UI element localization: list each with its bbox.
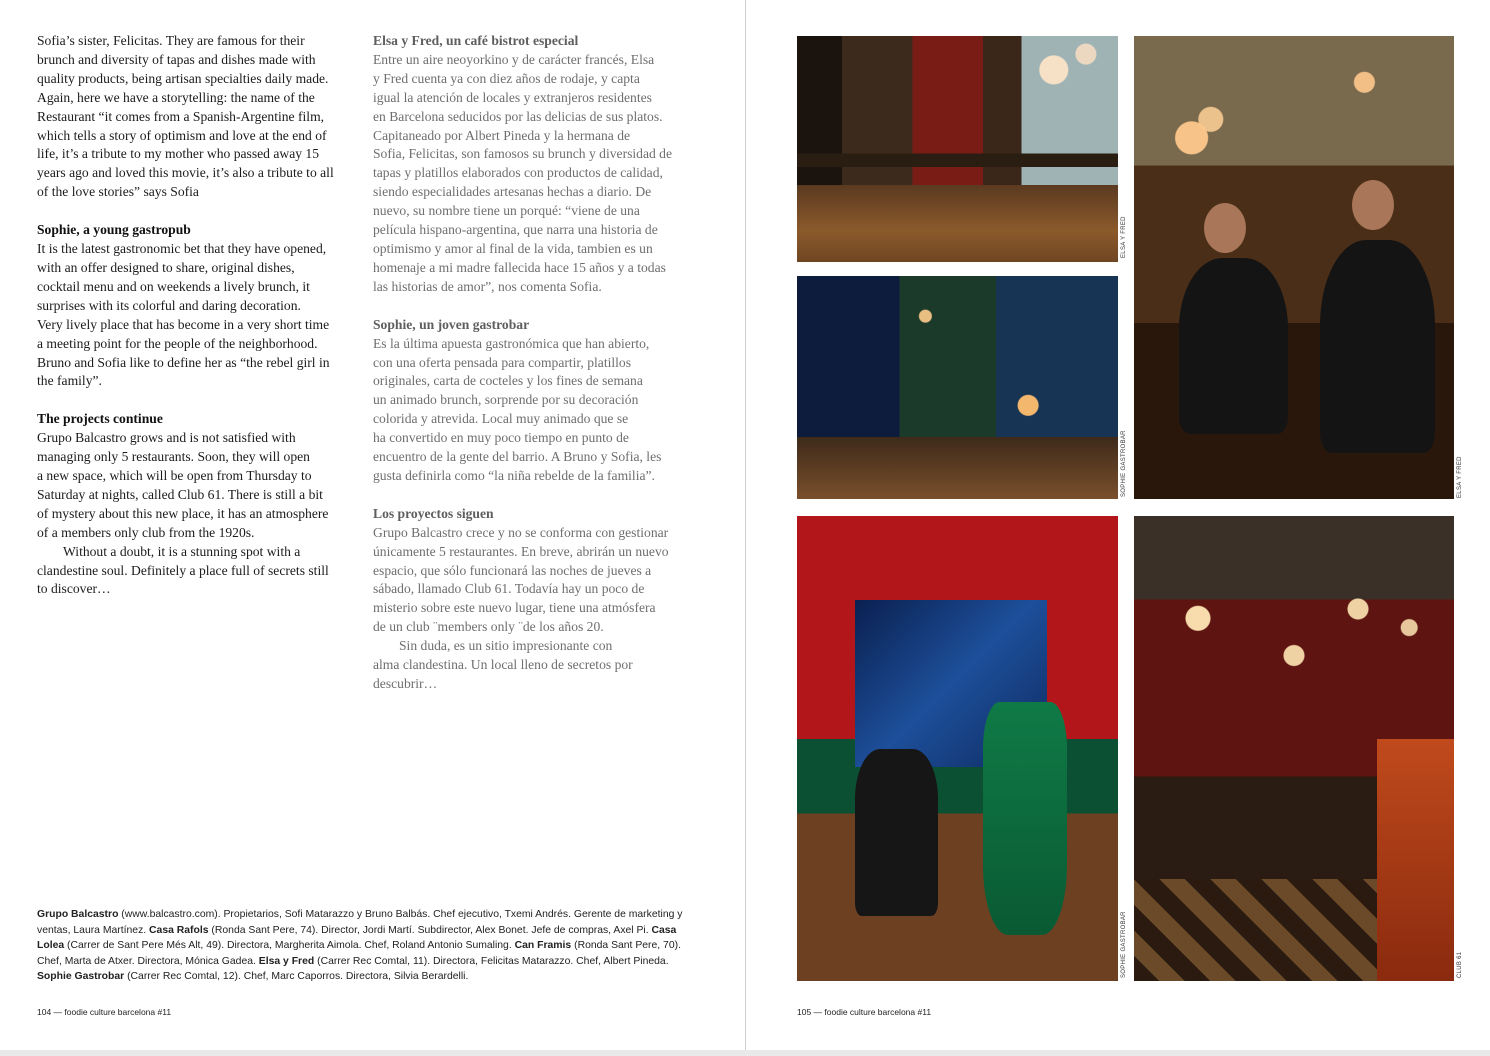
credit-text: (Ronda Sant Pere, 70). Chef, Marta de Atxer. Directora, Mónica Gadea. [37, 940, 681, 967]
sophie-paragraph-es: Es la última apuesta gastronómica que han abierto, con una oferta pensada para compartir, platillos originales, carta de cocteles y los fines de semana un animado brunch, sorprende por su decoración colorida y atrevida. Local muy animado que se ha convertido en muy poco tiempo en punto de encuentro de la gente del barrio. A Bruno y Sofia, les gusta definirla como “la niña rebelde de la familia”. [373, 335, 662, 483]
sophie-heading-en: Sophie, a young gastropub [37, 222, 191, 238]
projects-heading-en: The projects continue [37, 411, 163, 427]
chef-silhouette [855, 749, 938, 916]
person-head [1204, 203, 1246, 253]
person-silhouette [1179, 258, 1288, 434]
projects-paragraph-en: Grupo Balcastro grows and is not satisfied with managing only 5 restaurants. Soon, they will open a new space, which will be open from Thursday to Saturday at nights, called Club 61. There is still a bit of mystery about this new place, it has an atmosphere of a members only club from the 1920s. [37, 430, 329, 540]
photo-caption: ELSA Y FRED [1457, 456, 1463, 498]
projects-paragraph-es: Grupo Balcastro crece y no se conforma con gestionar únicamente 5 restaurantes. En breve, abrirán un nuevo espacio, que sólo funcionará las noches de jueves a sábado, llamado Club 61. Todavía hay un poco de misterio sobre este nuevo lugar, tiene una atmósfera de un club ¨members only ¨de los años 20. [373, 524, 669, 635]
person-head [1352, 180, 1394, 230]
credit-text: (www.balcastro.com). Propietarios, Sofi Matarazzo y Bruno Balbás. Chef ejecutivo, Txemi Andrés. Gerente de marketing y ventas, Laura Martínez. [37, 909, 683, 936]
sophie-gastrobar-interior-photo [797, 276, 1118, 499]
elsa-heading-es: Elsa y Fred, un café bistrot especial [373, 33, 579, 48]
closing-paragraph-es: Sin duda, es un sitio impresionante con alma clandestina. Un local lleno de secretos por descubrir… [373, 638, 633, 691]
credit-text: (Carrer Rec Comtal, 11). Directora, Felicitas Matarazzo. Chef, Albert Pineda. [314, 955, 669, 967]
person-silhouette [1320, 240, 1435, 453]
credit-text: (Ronda Sant Pere, 74). Director, Jordi Martí. Subdirector, Alex Bonet. Jefe de compras, Axel Pi. [208, 924, 652, 936]
sophie-gastrobar-people-photo [797, 516, 1118, 981]
sophie-paragraph-en: It is the latest gastronomic bet that they have opened, with an offer designed to share, original dishes, cocktail menu and on weekends a lively brunch, it surprises with its colorful and daring decoration. Very lively place that has become in a very short time a meeting point for the people of the neighborhood. Bruno and Sofia like to define her as “the rebel girl in the family”. [37, 241, 330, 389]
photo-caption: CLUB 61 [1457, 951, 1463, 978]
credit-text: (Carrer de Sant Pere Més Alt, 49). Directora, Margherita Aimola. Chef, Roland Antonio Sumaling. [64, 940, 515, 952]
credit-name: Grupo Balcastro [37, 909, 119, 920]
elsa-paragraph-es: Entre un aire neoyorkino y de carácter francés, Elsa y Fred cuenta ya con diez años de rodaje, y capta igual la atención de locales y extranjeros residentes en Barcelona seducidos por las delicias de sus platos. Capitaneado por Albert Pineda y la hermana de Sofia, Felicitas, son famosos su brunch y diversidad de tapas y platillos elaborados con productos de calidad, siendo especialidades artesanas hechas a diario. De nuevo, su nombre tiene un porqué: “viene de una película hispano-argentina, que narra una historia de optimismo y amor al final de la vida, tambien es un homenaje a mi madre fallecida hace 15 años y a todas las historias de amor”, nos comenta Sofia. [373, 51, 673, 294]
sophie-heading-es: Sophie, un joven gastrobar [373, 316, 530, 332]
credit-name: Can Framis [514, 940, 572, 952]
club-61-photo [1134, 516, 1454, 981]
spread-bottom-edge [0, 1050, 1490, 1056]
photo-caption: SOPHIE GASTROBAR [1121, 430, 1127, 497]
closing-paragraph-en: Without a doubt, it is a stunning spot with a clandestine soul. Definitely a place full of secrets still to discover… [37, 543, 329, 597]
credit-name: Casa Lolea [37, 924, 677, 952]
credit-name: Elsa y Fred [258, 955, 315, 967]
page-folio-right: 105 — foodie culture barcelona #11 [797, 1007, 932, 1017]
page-folio-left: 104 — foodie culture barcelona #11 [37, 1007, 172, 1017]
projects-heading-es: Los proyectos siguen [373, 505, 494, 521]
photo-caption: SOPHIE GASTROBAR [1121, 911, 1127, 978]
photo-caption: ELSA Y FRED [1121, 216, 1127, 258]
elsa-y-fred-bar-photo [797, 36, 1118, 262]
credit-name: Sophie Gastrobar [37, 971, 125, 983]
intro-paragraph: Sofia’s sister, Felicitas. They are famous for their brunch and diversity of tapas and dishes made with quality products, being artisan specialties daily made. Again, here we have a storytelling: the name of the Restaurant “it comes from a Spanish-Argentine film, which tells a story of optimism and love at the end of life, it’s a tribute to my mother who passed away 15 years ago and loved this movie, it’s also a tribute to all of the love stories” says Sofia [37, 33, 334, 200]
green-dress-silhouette [983, 702, 1066, 935]
elsa-y-fred-people-photo [1134, 36, 1454, 499]
tiled-floor [1134, 879, 1377, 981]
credit-name: Casa Rafols [149, 924, 209, 936]
credit-text: (Carrer Rec Comtal, 12). Chef, Marc Caporros. Directora, Silvia Berardelli. [124, 971, 469, 983]
